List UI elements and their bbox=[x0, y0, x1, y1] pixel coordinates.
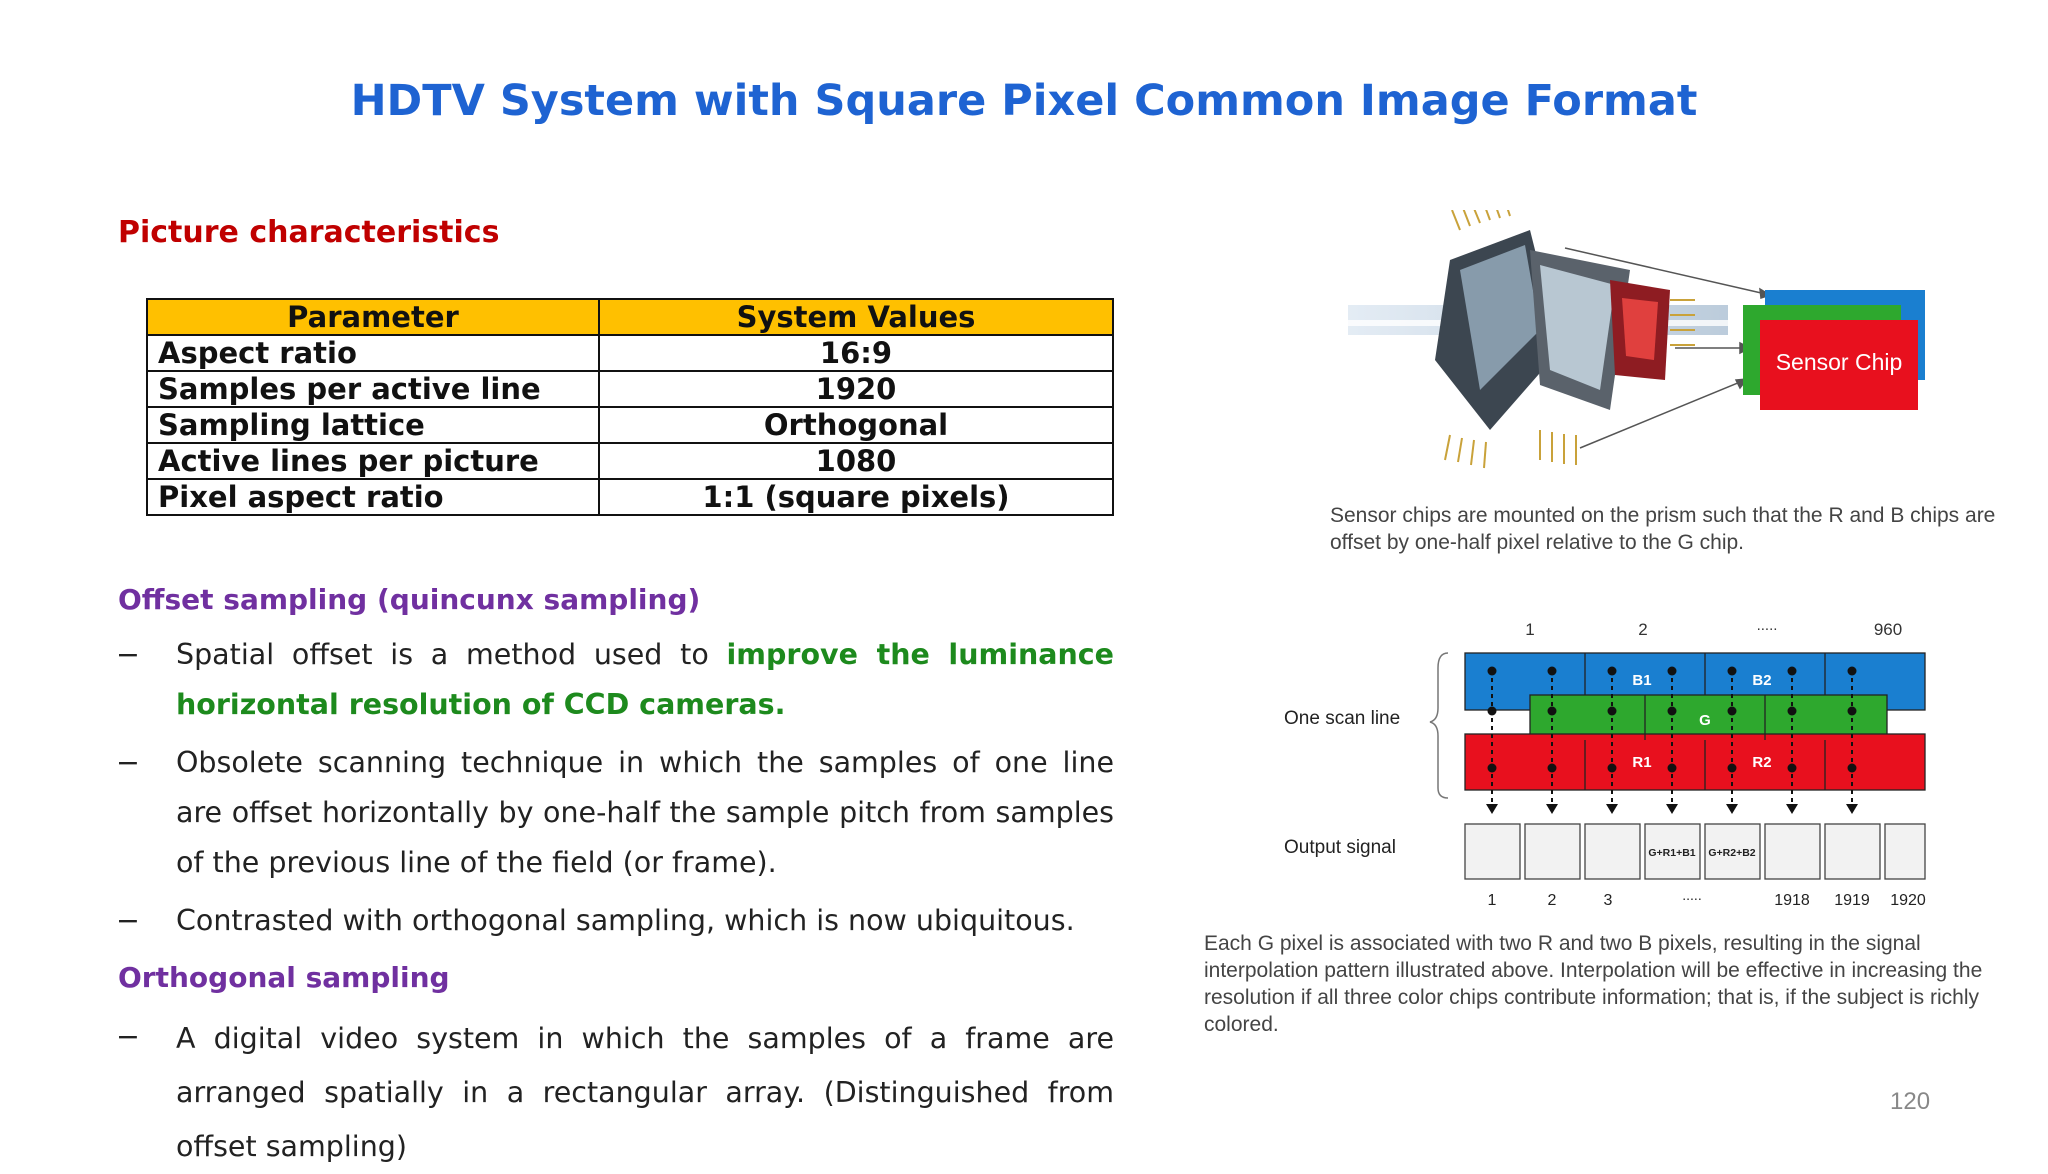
sample-dot bbox=[1488, 707, 1497, 716]
sample-dot bbox=[1668, 764, 1677, 773]
sample-dot bbox=[1728, 667, 1737, 676]
sample-arrow bbox=[1546, 804, 1558, 814]
sample-dot bbox=[1488, 667, 1497, 676]
bullet-dash: − bbox=[116, 1020, 140, 1053]
sensor-figure-caption: Sensor chips are mounted on the prism such that the R and B chips are offset by one-half pixel relative to the G chip. bbox=[1330, 504, 1996, 554]
sample-arrow bbox=[1666, 804, 1678, 814]
table-row bbox=[147, 407, 1113, 443]
top-label: 2 bbox=[1638, 620, 1648, 639]
bullet-spatial-offset bbox=[176, 630, 1114, 730]
table-cell-parameter: Active lines per picture bbox=[147, 443, 599, 479]
output-cell-label: G+R2+B2 bbox=[1708, 847, 1756, 859]
sample-dot bbox=[1548, 707, 1557, 716]
sample-dot bbox=[1668, 667, 1677, 676]
output-signal-label: Output signal bbox=[1284, 837, 1396, 858]
scan-line-brace bbox=[1430, 653, 1448, 798]
bullet-dash: − bbox=[116, 746, 140, 779]
b1-label: B1 bbox=[1632, 672, 1652, 689]
table-row bbox=[147, 479, 1113, 515]
table-cell-parameter: Sampling lattice bbox=[147, 407, 599, 443]
bottom-label: 1918 bbox=[1774, 892, 1810, 908]
sample-dot bbox=[1548, 667, 1557, 676]
sample-dot bbox=[1728, 707, 1737, 716]
r1-label: R1 bbox=[1632, 754, 1652, 771]
sample-dot bbox=[1848, 667, 1857, 676]
bullet-dash: − bbox=[116, 904, 140, 937]
sample-dot bbox=[1608, 764, 1617, 773]
bullet-contrasted: Contrasted with orthogonal sampling, which is now ubiquitous. bbox=[176, 904, 1075, 937]
table-row bbox=[147, 335, 1113, 371]
sample-arrow bbox=[1786, 804, 1798, 814]
page-number: 120 bbox=[1890, 1088, 1931, 1115]
prism-sensor-figure bbox=[1340, 210, 1940, 480]
r2-label: R2 bbox=[1752, 754, 1772, 771]
bottom-label: ..... bbox=[1682, 887, 1702, 903]
table-header-values: System Values bbox=[599, 299, 1113, 335]
table-cell-value: 1080 bbox=[599, 443, 1113, 479]
sample-dot bbox=[1788, 764, 1797, 773]
top-label: 1 bbox=[1525, 620, 1535, 639]
bullet-digital-video: A digital video system in which the samples of a frame are arranged spatially in a rectangular array. (Distinguished from offset sampling) bbox=[176, 1022, 1114, 1163]
sample-dot bbox=[1848, 764, 1857, 773]
top-label: ..... bbox=[1756, 617, 1778, 634]
sample-arrow bbox=[1726, 804, 1738, 814]
output-cell bbox=[1885, 824, 1925, 879]
table-header-row bbox=[147, 299, 1113, 335]
red-row bbox=[1465, 734, 1925, 790]
bottom-label: 2 bbox=[1547, 892, 1557, 908]
output-cell bbox=[1525, 824, 1580, 879]
table-header-parameter: Parameter bbox=[147, 299, 599, 335]
prism-block-icon bbox=[1348, 210, 1728, 468]
bottom-label: 1920 bbox=[1890, 892, 1926, 908]
output-cell bbox=[1585, 824, 1640, 879]
table-row bbox=[147, 443, 1113, 479]
sample-arrow bbox=[1486, 804, 1498, 814]
offset-sampling-diagram bbox=[1280, 608, 1980, 908]
sample-dot bbox=[1608, 667, 1617, 676]
offset-sampling-heading: Offset sampling (quincunx sampling) bbox=[118, 583, 701, 616]
table-cell-value: 16:9 bbox=[599, 335, 1113, 371]
bottom-label: 1919 bbox=[1834, 892, 1870, 908]
table-cell-value: 1:1 (square pixels) bbox=[599, 479, 1113, 515]
one-scan-line-label: One scan line bbox=[1284, 708, 1401, 729]
sensor-chip-label: Sensor Chip bbox=[1775, 349, 1903, 375]
table-cell-value: 1920 bbox=[599, 371, 1113, 407]
bottom-label: 3 bbox=[1603, 892, 1613, 908]
sample-arrow bbox=[1606, 804, 1618, 814]
bullet-dash: − bbox=[116, 638, 140, 671]
b2-label: B2 bbox=[1752, 672, 1772, 689]
g-label: G bbox=[1699, 712, 1711, 729]
output-cell bbox=[1825, 824, 1880, 879]
output-cell bbox=[1465, 824, 1520, 879]
sample-dot bbox=[1668, 707, 1677, 716]
table-cell-parameter: Aspect ratio bbox=[147, 335, 599, 371]
output-cell bbox=[1765, 824, 1820, 879]
sample-dot bbox=[1548, 764, 1557, 773]
top-label: 960 bbox=[1873, 620, 1903, 639]
bullet-obsolete-scanning: Obsolete scanning technique in which the samples of one line are offset horizontally by one-half the sample pitch from samples of the previous line of the field (or frame). bbox=[176, 746, 1114, 879]
page-title: HDTV System with Square Pixel Common Image Format bbox=[350, 76, 1698, 126]
table-cell-parameter: Samples per active line bbox=[147, 371, 599, 407]
sample-dot bbox=[1788, 707, 1797, 716]
table-row bbox=[147, 371, 1113, 407]
picture-characteristics-heading: Picture characteristics bbox=[118, 215, 500, 250]
sample-dot bbox=[1848, 707, 1857, 716]
sample-dot bbox=[1488, 764, 1497, 773]
picture-characteristics-table bbox=[146, 298, 1114, 516]
table-cell-value: Orthogonal bbox=[599, 407, 1113, 443]
sample-arrow bbox=[1846, 804, 1858, 814]
output-cell-label: G+R1+B1 bbox=[1648, 847, 1696, 859]
sample-dot bbox=[1788, 667, 1797, 676]
bottom-label: 1 bbox=[1487, 892, 1497, 908]
table-cell-parameter: Pixel aspect ratio bbox=[147, 479, 599, 515]
sampling-diagram-caption: Each G pixel is associated with two R and two B pixels, resulting in the signal interpolation pattern illustrated above. Interpolation will be effective in increasing the resolution if all three color chips contribute information; that is, if the subject is richly colored. bbox=[1204, 932, 1983, 1036]
sample-dot bbox=[1608, 707, 1617, 716]
orthogonal-sampling-heading: Orthogonal sampling bbox=[118, 961, 450, 994]
bullet-text: Spatial offset is a method used to bbox=[176, 638, 727, 671]
bullet-highlight: improve the luminance horizontal resolution of CCD cameras. bbox=[176, 638, 1114, 721]
sample-dot bbox=[1728, 764, 1737, 773]
